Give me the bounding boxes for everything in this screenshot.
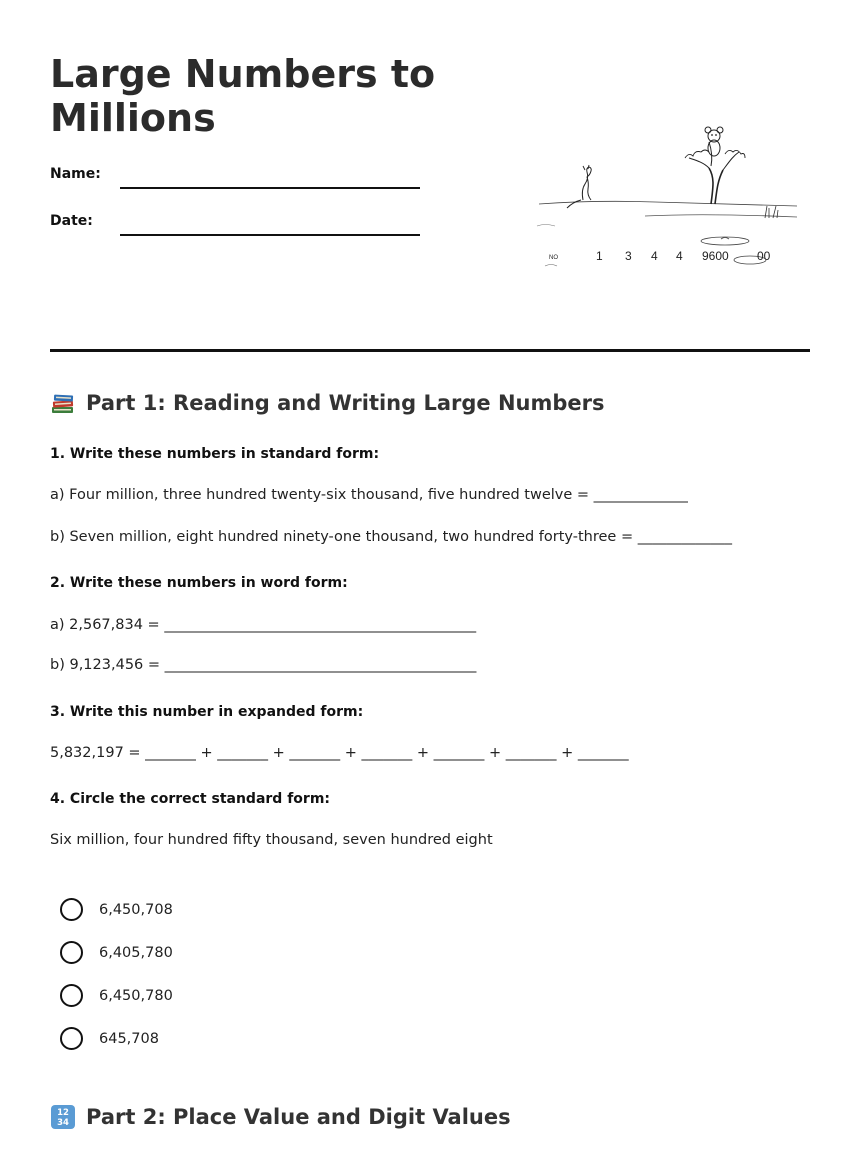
- answer-option-label: 6,450,780: [99, 987, 173, 1004]
- date-label: Date:: [50, 213, 93, 229]
- question-1b: b) Seven million, eight hundred ninety-one thousand, two hundred forty-three = _____________: [50, 529, 732, 545]
- answer-option[interactable]: [60, 941, 173, 964]
- part2-title: Part 2: Place Value and Digit Values: [86, 1105, 511, 1129]
- radio-circle[interactable]: [60, 898, 83, 921]
- number-line-digit: 4: [651, 249, 658, 263]
- question-3-line: 5,832,197 = _______ + _______ + _______ + _______ + _______ + _______ + _______: [50, 745, 629, 761]
- svg-text:34: 34: [57, 1118, 69, 1128]
- books-icon: [50, 390, 76, 416]
- name-label: Name:: [50, 166, 101, 182]
- radio-circle[interactable]: [60, 941, 83, 964]
- header-divider: [50, 349, 810, 352]
- name-field-line[interactable]: [120, 187, 420, 189]
- part1-heading: [50, 390, 605, 416]
- illustration-small-label: NO: [549, 255, 558, 261]
- radio-circle[interactable]: [60, 984, 83, 1007]
- question-2a: a) 2,567,834 = ___________________________________________: [50, 617, 477, 633]
- worksheet-title: Large Numbers to Millions: [50, 52, 436, 140]
- part1-title: Part 1: Reading and Writing Large Numbers: [86, 391, 605, 415]
- question-1-prompt: 1. Write these numbers in standard form:: [50, 446, 380, 462]
- question-2-prompt: 2. Write these numbers in word form:: [50, 575, 348, 591]
- answer-option[interactable]: [60, 984, 173, 1007]
- answer-option-label: 645,708: [99, 1030, 159, 1047]
- answer-option[interactable]: [60, 898, 173, 921]
- radio-circle[interactable]: [60, 1027, 83, 1050]
- outback-illustration: [535, 118, 805, 273]
- question-4-statement: Six million, four hundred fifty thousand, seven hundred eight: [50, 832, 493, 848]
- number-line-digit: 4: [676, 249, 683, 263]
- number-line-digit: 00: [757, 249, 771, 263]
- question-4-prompt: 4. Circle the correct standard form:: [50, 791, 330, 807]
- number-line-digit: 1: [596, 249, 603, 263]
- svg-text:12: 12: [57, 1108, 69, 1118]
- number-line-digit: 9600: [702, 249, 729, 263]
- answer-option[interactable]: [60, 1027, 159, 1050]
- question-3-prompt: 3. Write this number in expanded form:: [50, 704, 364, 720]
- part2-heading: [50, 1104, 511, 1130]
- date-field-line[interactable]: [120, 234, 420, 236]
- answer-option-label: 6,450,708: [99, 901, 173, 918]
- question-1a: a) Four million, three hundred twenty-six thousand, five hundred twelve = _____________: [50, 487, 688, 503]
- number-line-digit: 3: [625, 249, 632, 263]
- answer-option-label: 6,405,780: [99, 944, 173, 961]
- input-numbers-icon: [50, 1104, 76, 1130]
- question-2b: b) 9,123,456 = ___________________________________________: [50, 657, 477, 673]
